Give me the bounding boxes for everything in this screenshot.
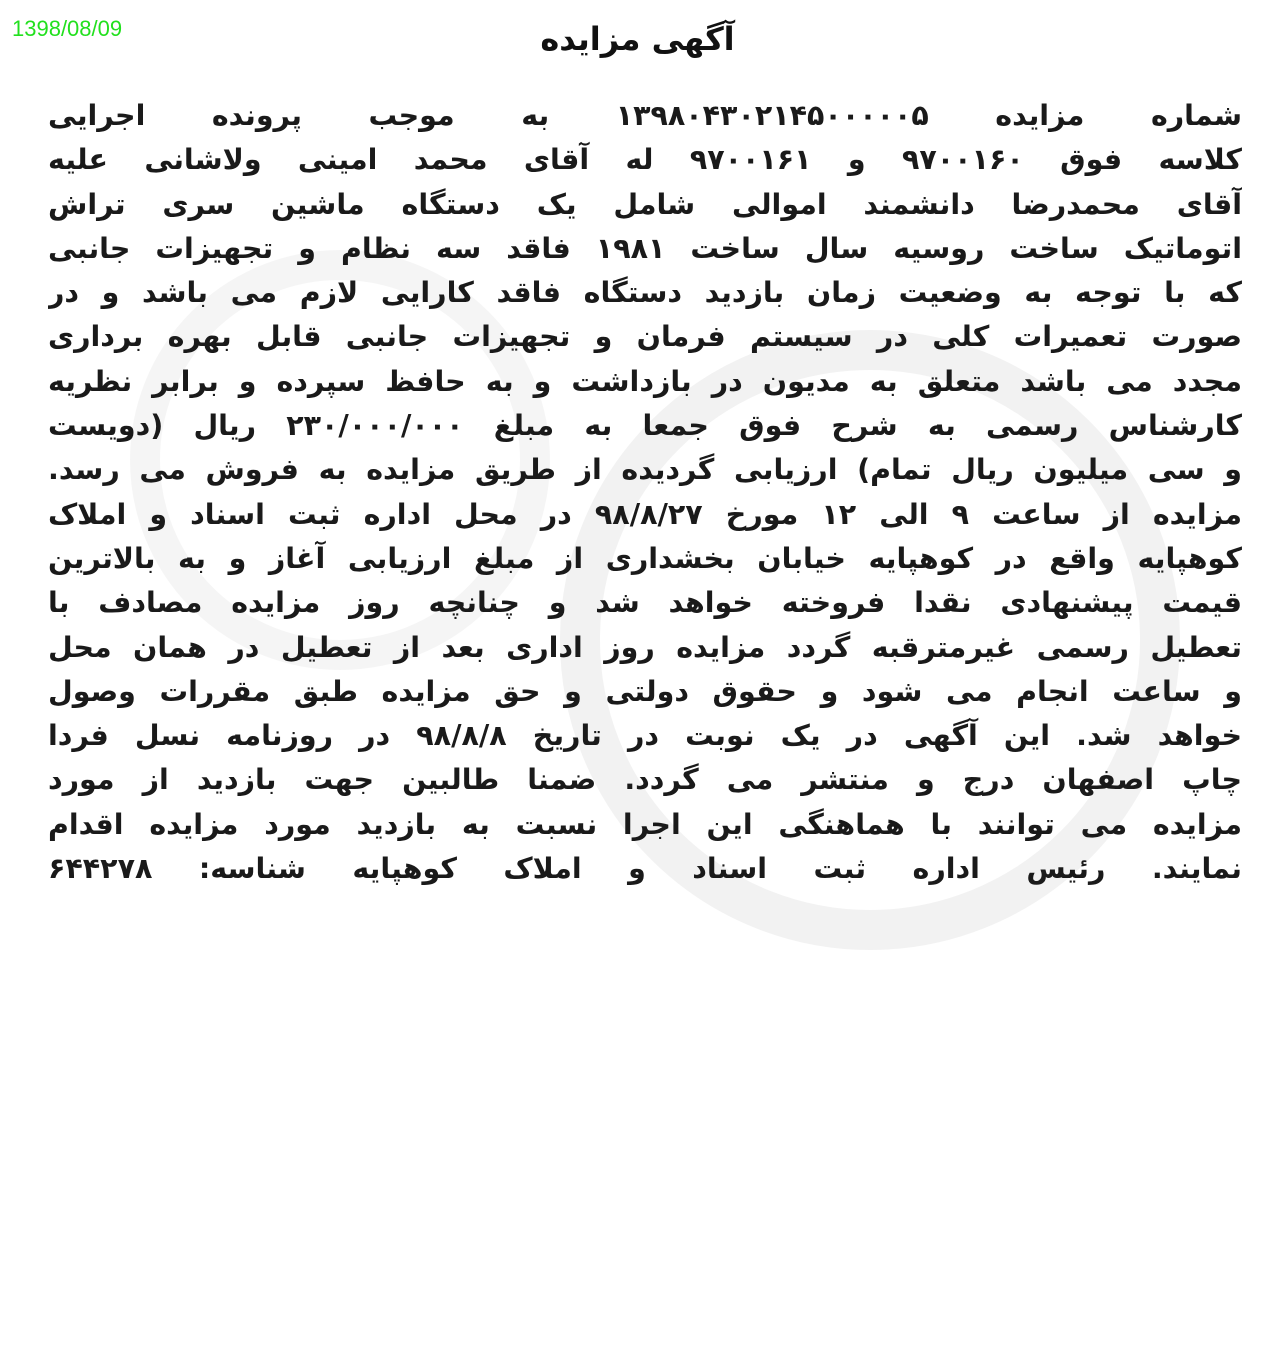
- notice-line: و ساعت انجام می شود و حقوق دولتی و حق مزایده طبق مقررات وصول: [48, 674, 1242, 708]
- notice-line: خواهد شد. این آگهی در یک نوبت در تاریخ ۹۸/۸/۸ در روزنامه نسل فردا: [48, 719, 1242, 753]
- publish-date: 1398/08/09: [12, 16, 123, 41]
- notice-line: تعطیل رسمی غیرمترقبه گردد مزایده روز اداری بعد از تعطیل در همان محل: [48, 630, 1242, 664]
- notice-line: کوهپایه واقع در کوهپایه خیابان بخشداری از مبلغ ارزیابی آغاز و به بالاترین: [48, 541, 1242, 575]
- notice-line: قیمت پیشنهادی نقدا فروخته خواهد شد و چنانچه روز مزایده مصادف با: [48, 586, 1242, 620]
- notice-line: و سی میلیون ریال تمام) ارزیابی گردیده از طریق مزایده به فروش می رسد.: [48, 453, 1242, 487]
- notice-line: صورت تعمیرات کلی در سیستم فرمان و تجهیزات جانبی قابل بهره برداری: [48, 320, 1242, 354]
- notice-line: مزایده از ساعت ۹ الی ۱۲ مورخ ۹۸/۸/۲۷ در محل اداره ثبت اسناد و املاک: [48, 497, 1242, 531]
- notice-line: شماره مزایده ۱۳۹۸۰۴۳۰۲۱۴۵۰۰۰۰۰۵ به موجب پرونده اجرایی: [48, 99, 1242, 132]
- notice-body: [48, 94, 1242, 891]
- notice-title: آگهی مزایده: [540, 20, 735, 58]
- notice-line: اتوماتیک ساخت روسیه سال ساخت ۱۹۸۱ فاقد سه نظام و تجهیزات جانبی: [48, 231, 1242, 265]
- notice-line: نمایند. رئیس اداره ثبت اسناد و املاک کوهپایه شناسه: ۶۴۴۲۷۸: [48, 852, 1242, 886]
- notice-line: کلاسه فوق ۹۷۰۰۱۶۰ و ۹۷۰۰۱۶۱ له آقای محمد امینی ولاشانی علیه: [48, 143, 1242, 177]
- notice-line: مجدد می باشد متعلق به مدیون در بازداشت و به حافظ سپرده و برابر نظریه: [48, 364, 1242, 398]
- notice-line: آقای محمدرضا دانشمند اموالی شامل یک دستگاه ماشین سری تراش: [48, 187, 1242, 221]
- notice-line: چاپ اصفهان درج و منتشر می گردد. ضمنا طالبین جهت بازدید از مورد: [48, 763, 1242, 797]
- notice-line: که با توجه به وضعیت زمان بازدید دستگاه فاقد کارایی لازم می باشد و در: [48, 276, 1242, 310]
- notice-line: کارشناس رسمی به شرح فوق جمعا به مبلغ ۲۳۰/۰۰۰/۰۰۰ ریال (دویست: [48, 409, 1242, 443]
- notice-line: مزایده می توانند با هماهنگی این اجرا نسبت به بازدید مورد مزایده اقدام: [48, 807, 1242, 841]
